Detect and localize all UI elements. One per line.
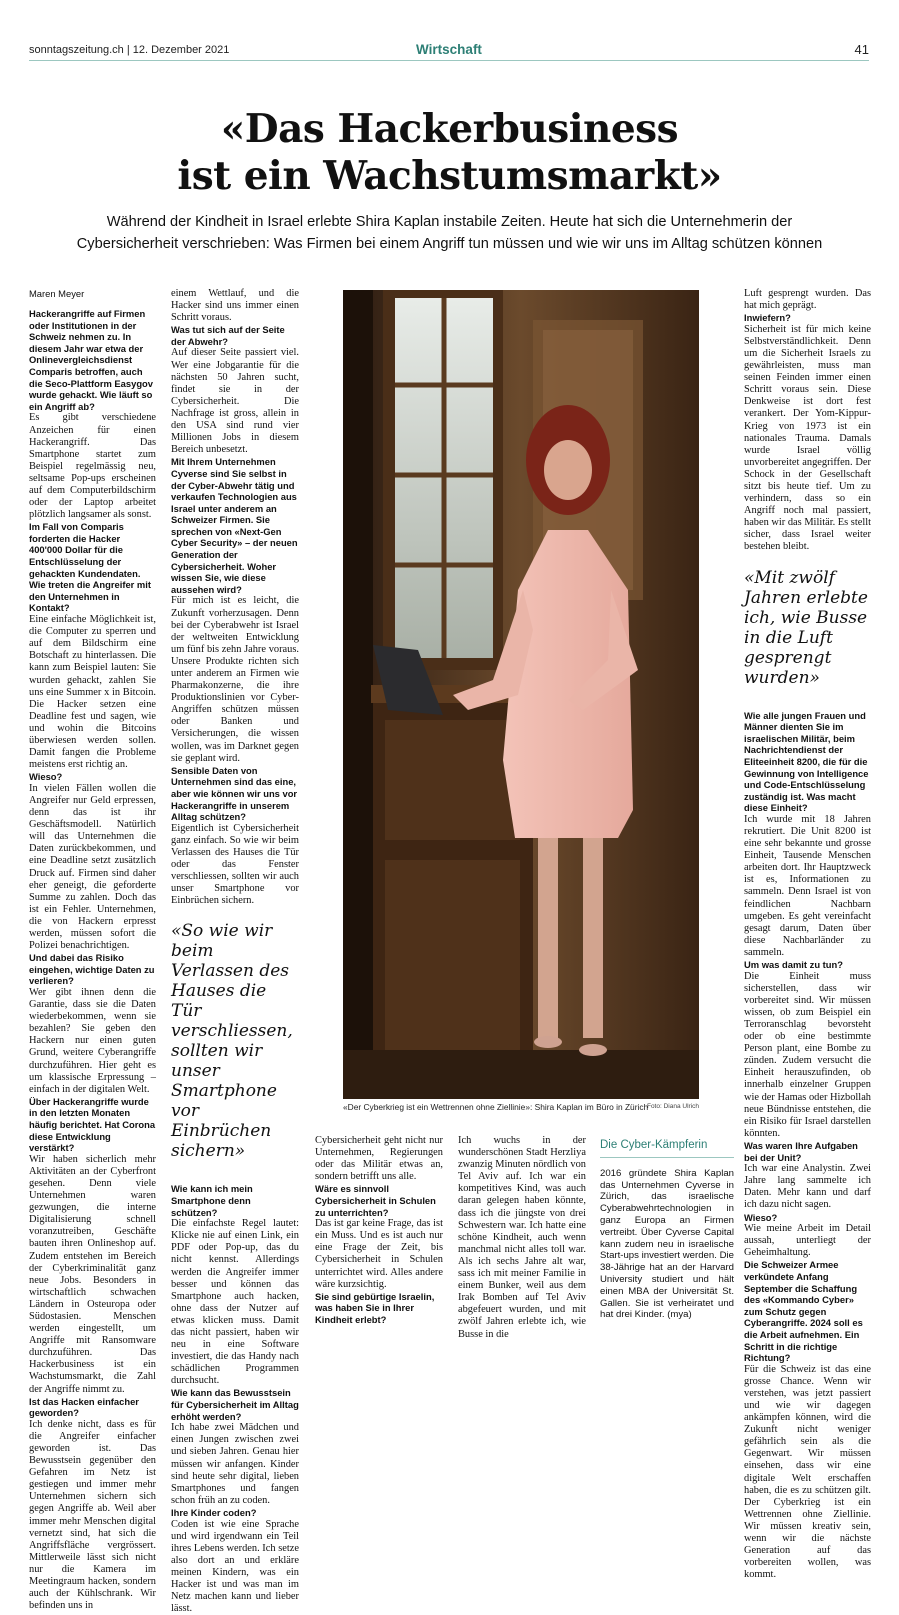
interview-question: Wäre es sinnvoll Cybersicherheit in Schulen zu unterrichten? xyxy=(315,1183,443,1218)
interview-question: Ihre Kinder coden? xyxy=(171,1507,299,1519)
photo-caption xyxy=(343,1102,699,1112)
interview-answer: Ich habe zwei Mädchen und einen Jungen zwischen zwei und sieben Jahren. Genau hier müssen wir anfangen. Kinder sind heute sehr digital, lieben Smartphones und fangen schon früh an zu coden. xyxy=(171,1422,299,1507)
article-column-4 xyxy=(458,1135,586,1295)
interview-answer: Auf dieser Seite passiert viel. Wer eine Jobgarantie für die nächsten 50 Jahren sucht, findet sie in der Cybersicherheit. Die Nachfrage ist gross, allein in den USA sind rund vier Millionen Jobs in diesem Bereich unbesetzt. xyxy=(171,347,299,456)
interview-answer: Ich war eine Analystin. Zwei Jahre lang sammelte ich Daten. Mehr kann und darf ich dazu nicht sagen. xyxy=(744,1163,871,1211)
info-box-text: 2016 gründete Shira Kaplan das Unternehmen Cyverse in Zürich, das israelische Cyberabwehrtechnologien in ganz Europa an Firmen vertreibt. Über Cyverse Capital kann zudem neu in israelische Start-ups investiert werden. Die 38-Jährige hat an der Harvard University studiert und hält einen MBA der Universität St. Gallen. Sie ist verheiratet und hat drei Kinder. (mya) xyxy=(600,1168,734,1321)
header-website-date: sonntagszeitung.ch | 12. Dezember 2021 xyxy=(29,44,229,56)
photo-credit: Foto: Diana Ulrich xyxy=(647,1103,699,1110)
interview-question: Inwiefern? xyxy=(744,312,871,324)
headline-line-1: «Das Hackerbusiness xyxy=(0,106,899,153)
interview-question: Wieso? xyxy=(744,1212,871,1224)
interview-question: Wie kann das Bewusstsein für Cybersicherheit im Alltag erhöht werden? xyxy=(171,1387,299,1422)
pull-quote-2: «Mit zwölf Jahren erlebte ich, wie Busse in die Luft gesprengt wurden» xyxy=(744,568,871,688)
interview-answer: Es gibt verschiedene Anzeichen für einen Hackerangriff. Das Smartphone startet zum Beispiel regelmässig neu, seltsame Pop-ups erscheinen auf dem Computerbildschirm oder der Laptop arbeitet plötzlich langsamer als sonst. xyxy=(29,412,156,521)
interview-question: Über Hackerangriffe wurde in den letzten Monaten häufig berichtet. Hat Corona diese Entwicklung verstärkt? xyxy=(29,1096,156,1154)
interview-answer: Wie meine Arbeit im Detail aussah, unterliegt der Geheimhaltung. xyxy=(744,1223,871,1259)
interview-question: Hackerangriffe auf Firmen oder Institutionen in der Schweiz nehmen zu. In diesem Jahr war etwa der Onlinevergleichsdienst Comparis betroffen, auch die Seco-Plattform Easygov wurde gehackt. Wie läuft so ein Angriff ab? xyxy=(29,308,156,412)
interview-question: Was waren Ihre Aufgaben bei der Unit? xyxy=(744,1140,871,1163)
interview-answer: Wir haben sicherlich mehr Aktivitäten an der Cyberfront gesehen. Denn viele Unternehmen waren gezwungen, die interne Digitalisierung schnell voranzutreiben, Geschäfte bauten ihren Onlineshop auf. Zudem entstehen im Bereich der Cyberkriminalität ganz neue Jobs. Besonders in wirtschaftlich schwachen Ländern in Osteuropa oder Südostasien. Menschen werden eingestellt, um Angriffe mit Ransomware durchzuführen. Das Hackerbusiness ist ein Wachstumsmarkt, die Zahl der Angriffe nimmt zu. xyxy=(29,1154,156,1396)
info-box-heading: Die Cyber-Kämpferin xyxy=(600,1140,734,1158)
interview-answer: Für die Schweiz ist das eine grosse Chance. Wenn wir verstehen, was jetzt passiert und wie wir dagegen ankämpfen können, wird die Zukunft nicht weniger gefährlich sein als die Gegenwart. Wir müssen einsehen, dass wir eine digitale Welt erschaffen haben, die es zu schützen gilt. Der Cyberkrieg ist ein Wettrennen ohne Ziellinie. Wir müssen kreativ sein, wenn wir die nächste Generation auf das vorbereiten wollen, was kommt. xyxy=(744,1364,871,1582)
interview-answer: Ich wurde mit 18 Jahren rekrutiert. Die Unit 8200 ist eine sehr bekannte und grosse Einheit, Tausende Menschen arbeiten dort. Ihr Hauptzweck ist es, Informationen zu sammeln. Denn Israel ist von feindlichen Nachbarn umgeben. Es geht vereinfacht gesagt darum, Daten über diese Nachbarländer zu sammeln. xyxy=(744,814,871,959)
interview-question: Und dabei das Risiko eingehen, wichtige Daten zu verlieren? xyxy=(29,952,156,987)
interview-answer: Sicherheit ist für mich keine Selbstverständlichkeit. Denn um die Sicherheit Israels zu gewährleisten, muss man seinen Feinden immer einen Schritt voraus sein. Diese Denkweise ist dort fest verankert. Der Yom-Kippur-Krieg von 1973 ist ein nationales Trauma. Damals wurde Israel völlig unvorbereitet angegriffen. Der Schock in der Gesellschaft sitzt bis heute tief. Um zu verhindern, dass so ein Angriff noch mal passiert, haben wir das Militär. Es stellt sicher, dass Israel weiter bestehen bleibt. xyxy=(744,324,871,554)
interview-answer: In vielen Fällen wollen die Angreifer nur Geld erpressen, denn das ist ihr Geschäftsmodell. Natürlich will das Unternehmen die Daten zurückbekommen, und eine Deadline setzt zusätzlich Druck auf. Firmen sind daher eher geneigt, die geforderte Summe zu zahlen. Doch das ist ein Fehler. Unternehmen, die von Hackern erpresst werden, müssen sofort die Polizei benachrichtigen. xyxy=(29,783,156,952)
article-column-2 xyxy=(171,288,299,1293)
interview-question: Im Fall von Comparis forderten die Hacker 400'000 Dollar für die Entschlüsselung der gehackten Kundendaten. Wie treten die Angreifer mit den Unternehmen in Kontakt? xyxy=(29,521,156,614)
lead-line-1: Während der Kindheit in Israel erlebte Shira Kaplan instabile Zeiten. Heute hat sich die Unternehmerin der xyxy=(60,211,839,233)
interview-answer: Eigentlich ist Cybersicherheit ganz einfach. So wie wir beim Verlassen des Hauses die Tür oder das Fenster verschliessen, sollten wir auch unser Smartphone vor Einbrüchen sichern. xyxy=(171,823,299,908)
interview-answer: Ich denke nicht, dass es für die Angreifer einfacher geworden ist. Das Bewusstsein gegenüber den Gefahren im Netz ist gestiegen und immer mehr Unternehmen sichern sich gegen Angriffe ab. Weil aber immer mehr Menschen digital vernetzt sind, hat sich die Angriffsfläche vergrössert. Mittlerweile lässt sich nicht nur die Kamera im Meetingraum hacken, sondern auch der Kühlschrank. Wir befinden uns in xyxy=(29,1419,156,1613)
interview-question: Um was damit zu tun? xyxy=(744,959,871,971)
pull-quote-1: «So wie wir beim Verlassen des Hauses die Tür verschliessen, sollten wir unser Smartphone vor Einbrüchen sichern» xyxy=(171,921,299,1161)
interview-question: Wie alle jungen Frauen und Männer dienten Sie im israelischen Militär, beim Nachrichtendienst der Eliteeinheit 8200, die für die Gewinnung von Intelligence und Code-Entschlüsselung zuständig ist. Was macht diese Einheit? xyxy=(744,710,871,814)
interview-question: Sie sind gebürtige Israelin, was haben Sie in Ihrer Kindheit erlebt? xyxy=(315,1291,443,1326)
interview-answer: Luft gesprengt wurden. Das hat mich geprägt. xyxy=(744,288,871,312)
interview-question: Ist das Hacken einfacher geworden? xyxy=(29,1396,156,1419)
interview-question: Wieso? xyxy=(29,771,156,783)
interview-answer: Die Einheit muss sicherstellen, dass wir vorbereitet sind. Wir müssen wissen, ob zum Beispiel ein Terroranschlag bevorsteht oder ob eine bestimmte Person plant, eine Bombe zu zünden. Zudem versucht die Einheit herauszufinden, ob innerhalb einzelner Gruppen wie der Hamas oder Hizbollah neue Bündnisse entstehen, die ein Risiko für Israel darstellen könnten. xyxy=(744,971,871,1140)
interview-answer: Das ist gar keine Frage, das ist ein Muss. Und es ist auch nur eine Frage der Zeit, bis Cybersicherheit in Schulen unterrichtet wird. Alles andere wäre kurzsichtig. xyxy=(315,1218,443,1291)
interview-answer: Eine einfache Möglichkeit ist, die Computer zu sperren und auf dem Bildschirm eine Botschaft zu hinterlassen. Die kann zum Beispiel lauten: Sie wurden gehackt, zahlen Sie uns eine Summer x in Bitcoin. Die Hacker setzen eine Deadline fest und sagen, wie und wohin die Bitcoins überwiesen werden sollen. Damit fangen die Probleme meistens erst richtig an. xyxy=(29,614,156,771)
interview-answer: Die einfachste Regel lautet: Klicke nie auf einen Link, ein PDF oder Pop-up, das du nicht kennst. Allerdings werden die Angreifer immer besser und können das Smartphone auch hacken, ohne dass der Nutzer auf etwas klicken muss. Damit das nicht passiert, haben wir neu in eine Software investiert, die das Handy nach schädlichen Programmen durchsucht. xyxy=(171,1218,299,1387)
lead-paragraph xyxy=(60,211,839,255)
interview-question: Wie kann ich mein Smartphone denn schützen? xyxy=(171,1183,299,1218)
byline: Maren Meyer xyxy=(29,288,156,300)
interview-answer: Für mich ist es leicht, die Zukunft vorherzusagen. Denn bei der Cyberabwehr ist Israel der weltweiten Entwicklung um fünf bis zehn Jahre voraus. Unsere Produkte richten sich unter anderem an Firmen wie Pharmakonzerne, die ihre Produktionslinien vor Cyber-Angriffen schützen müssen oder Banken und Versicherungen, die wissen wollen, was im Darknet gegen sie geplant wird. xyxy=(171,595,299,764)
info-box xyxy=(600,1140,734,1321)
headline xyxy=(0,106,899,200)
headline-line-2: ist ein Wachstumsmarkt» xyxy=(0,153,899,200)
portrait-photo xyxy=(343,290,699,1099)
interview-question: Die Schweizer Armee verkündete Anfang September die Schaffung des «Kommando Cyber» zum Schutz gegen Cyberangriffe. 2024 soll es die Arbeit aufnehmen. Ein Schritt in die richtige Richtung? xyxy=(744,1259,871,1363)
interview-answer: Coden ist wie eine Sprache und wird irgendwann ein Teil ihres Lebens werden. Ich setze also dort an und erkläre meinen Kindern, was ein Hacker ist und was man im Netz machen kann und lieber lässt. xyxy=(171,1519,299,1615)
interview-question: Sensible Daten von Unternehmen sind das eine, aber wie können wir uns vor Hackerangriffe in unserem Alltag schützen? xyxy=(171,765,299,823)
interview-question: Was tut sich auf der Seite der Abwehr? xyxy=(171,324,299,347)
interview-answer: einem Wettlauf, und die Hacker sind uns immer einen Schritt voraus. xyxy=(171,288,299,324)
page-header xyxy=(29,40,869,61)
caption-text: «Der Cyberkrieg ist ein Wettrennen ohne Ziellinie»: Shira Kaplan im Büro in Zürich xyxy=(343,1102,648,1112)
interview-question: Mit Ihrem Unternehmen Cyverse sind Sie selbst in der Cyber-Abwehr tätig und verkaufen Technologien aus Israel unter anderem an Schweizer Firmen. Sie sprechen von «Next-Gen Cyber Security» – der neuen Generation der Cybersicherheit. Woher wissen Sie, wie diese aussehen wird? xyxy=(171,456,299,595)
interview-answer: Ich wuchs in der wunderschönen Stadt Herzliya zwanzig Minuten nördlich von Tel Aviv auf. Ich war ein kompetitives Kind, was auch daran gelegen haben könnte, dass ich die jüngste von drei Schwestern war. Ich hatte eine schöne Kindheit, auch wenn manchmal nicht alles toll war. Als ich sechs Jahre alt war, sass ich mit meiner Familie in einem Bunker, weil aus dem Irak Bomben auf Tel Aviv abgefeuert wurden, und mit zwölf Jahren erlebte ich, wie Busse in die xyxy=(458,1135,586,1341)
article-column-5 xyxy=(744,288,871,1293)
interview-answer: Wer gibt ihnen denn die Garantie, dass sie die Daten wiederbekommen, wenn sie bezahlen? Sie geben den Hackern nur einen guten Grund, weitere Cyberangriffe durchzuführen. Hier geht es um klassische Erpressung – einfach in der digitalen Welt. xyxy=(29,987,156,1096)
header-section: Wirtschaft xyxy=(29,42,869,57)
article-column-1 xyxy=(29,288,156,1293)
lead-line-2: Cybersicherheit verschrieben: Was Firmen bei einem Angriff tun müssen und wie wir uns im Alltag schützen können xyxy=(60,233,839,255)
page-number: 41 xyxy=(855,42,869,57)
article-column-3 xyxy=(315,1135,443,1295)
interview-answer: Cybersicherheit geht nicht nur Unternehmen, Regierungen oder das Militär etwas an, sondern betrifft uns alle. xyxy=(315,1135,443,1183)
